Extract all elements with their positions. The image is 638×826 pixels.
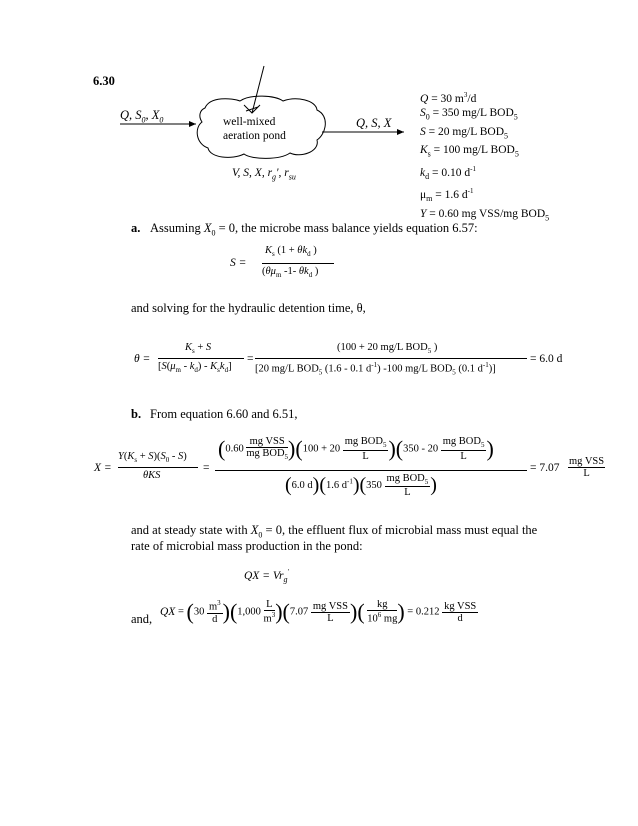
eq2-fraction-bar <box>255 358 527 359</box>
eq3-lhs-numerator: $Y(K_s + S)(S_0 - S)$ <box>118 451 187 465</box>
eq3-equals: = <box>203 462 210 474</box>
eq2-denominator: [20 mg/L $BOD_5$ (1.6 - 0.1 $d^{-1}$) -100 mg/L $BOD_5$ (0.1 $d^{-1}$)] <box>255 361 496 377</box>
eq2-lhs-denominator: $[S(\mu_m - k_d) - K_sk_d]$ <box>158 361 232 375</box>
eq1-numerator: $K_s$ ($1 + \theta k_d$ ) <box>265 245 317 259</box>
given-Ks: $K_s = 100$ mg/L $BOD_5$ <box>420 144 519 159</box>
eq3-lhs-fraction-bar <box>118 467 198 468</box>
eq3-result-units: mg VSS L <box>569 456 605 479</box>
eq2-numerator: (100 + 20 mg/L $BOD_5$ ) <box>337 342 438 356</box>
eq2-theta: θ = <box>134 353 151 365</box>
eq3-lhs-denominator: θKS <box>143 470 161 481</box>
given-values <box>420 88 549 225</box>
given-S: S = 20 mg/L $BOD_5$ <box>420 125 509 141</box>
outflow-label: Q, S, X <box>356 116 392 130</box>
pond-label-line2: aeration pond <box>223 130 286 142</box>
eq1-fraction-bar <box>262 263 334 264</box>
problem-number: 6.30 <box>93 74 115 88</box>
eq1-denominator: ($\theta\mu_m$ -1- $\theta k_d$ ) <box>262 266 319 280</box>
part-b-intro: From equation 6.60 and 6.51, <box>150 407 298 421</box>
eq4: QX = $Vr_g'$ <box>244 568 289 585</box>
eq3-fraction-bar <box>215 470 527 471</box>
eq3-X: X = <box>94 462 112 474</box>
pond-variables: V, S, X, $r_g'$, $r_{su}$ <box>232 167 296 182</box>
part-b-label: b. <box>131 407 142 421</box>
eq3-numerator: (0.60 mg VSS mg $BOD_5$ )(100 + 20 mg $BOD_5$ L )(350 - 20 mg $BOD_5$ L ) <box>218 436 494 462</box>
steady-text-2: rate of microbial mass production in the pond: <box>131 539 363 553</box>
given-Q: Q = 30 $m^3/d$ <box>420 91 477 105</box>
eq2-lhs-fraction-bar <box>158 358 244 359</box>
inflow-label: Q, $S_0$, $X_0$ <box>120 108 164 125</box>
eq2-result: = 6.0 d <box>530 353 563 365</box>
part-a-label: a. <box>131 221 141 235</box>
eq2-equals: = <box>247 353 254 365</box>
given-kd: $k_d = 0.10$ $d^{-1}$ <box>420 164 476 182</box>
pond-label-line1: well-mixed <box>223 116 276 128</box>
eq3-result-value: = 7.07 <box>530 462 560 474</box>
given-S0: $S_0 = 350$ mg/L $BOD_5$ <box>420 107 518 122</box>
given-Y: Y = 0.60 mg VSS/mg $BOD_5$ <box>420 207 550 223</box>
eq1-lhs: S = <box>230 257 247 269</box>
and-label: and, <box>131 612 153 626</box>
eq2-lhs-numerator: $K_s + S$ <box>185 342 212 356</box>
given-mu-m: $\mu_m = 1.6$ $d^{-1}$ <box>420 187 474 204</box>
part-a-intro: Assuming $X_0 = 0$, the microbe mass balance yields equation 6.57: <box>150 221 478 238</box>
eq5: QX = (30 $\frac{m^3}{d}$ )(1,000 $\frac{L}{m^3}$ )(7.07 mg VSS L )( $\frac{kg}{10^6 mg}$ ) = 0.212 kg VSS d <box>160 599 477 625</box>
steady-text-1: and at steady state with $X_0 = 0$, the effluent flux of microbial mass must equal the <box>131 523 538 540</box>
eq3-denominator: (6.0 d)(1.6 $d^{-1})(350$ mg $BOD_5$ L ) <box>285 473 437 499</box>
mixer-shaft <box>252 66 264 113</box>
solving-text: and solving for the hydraulic detention time, θ, <box>131 301 366 315</box>
